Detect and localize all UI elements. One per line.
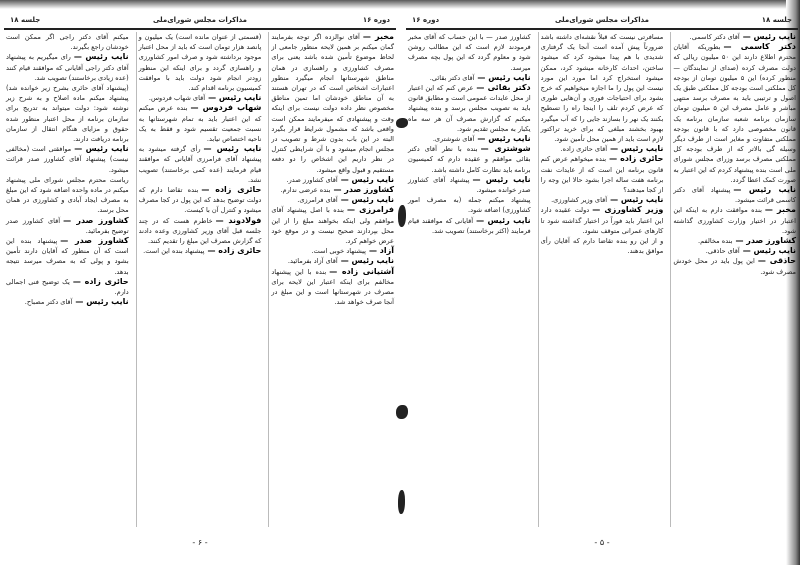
paragraph [408, 32, 531, 73]
paragraph-text: آقای شوشتری. [432, 135, 475, 144]
speaker-name: آزاد — [369, 246, 394, 256]
speaker-name: مخبر — [362, 32, 395, 41]
paragraph-text: (پیشنهاد آقای حائری بشرح زیر خوانده شد) پیشنهاد میکنم ماده اصلاح و به شرح زیر نوشته شود: دولت میتواند به تدریج برای سازمان برنامه از محل اعتبار منظور شده حقوق و مزایای هنگام انتقال از سازمان برنامه دریافت دارند. [5, 84, 129, 144]
speaker-name: نایب رئیس — [340, 195, 394, 205]
speaker-name: دکتر بقائی — [476, 83, 531, 93]
paragraph [139, 93, 262, 103]
speaker-name: نایب رئیس — [477, 134, 531, 144]
paragraph [408, 216, 531, 236]
paragraph-text: آقای آزاد بفرمائید. [287, 257, 338, 266]
speaker-name: نایب رئیس — [74, 144, 129, 154]
paragraph-text: دولت عقیده دارد این اعتبار باید فوراً در اختیار گذاشته شود تا کارهای عمرانی متوقف نشود. [540, 206, 664, 235]
paragraph-text: (قسمتی از عنوان مانده است) یک میلیون و پانصد هزار تومان است که باید از محل اعتبار موجود برداشته شود و صرف امور کشاورزی و راهسازی گردد و برای اینکه این منظور زودتر انجام شود دولت باید با موافقت کمیسیون برنامه اقدام کند. [138, 33, 262, 93]
paragraph-text: بنده تقاضا دارم که دولت توضیح بدهد که این پول در کجا مصرف میشود و کنترل آن با کیست. [138, 186, 262, 215]
gutter-ornament [396, 405, 408, 419]
paragraph-text: یک توضیح فنی اجمالی دارم. [5, 277, 129, 297]
paragraph [408, 83, 531, 134]
paragraph [6, 236, 129, 277]
speaker-name: حاذقی — [757, 256, 796, 266]
paragraph-text: این پول باید در محل خودش مصرف شود. [673, 257, 796, 276]
paragraph-text: پیشنهاد بنده این است. [143, 247, 205, 256]
paragraph [673, 32, 796, 42]
speaker-name: نایب رئیس — [208, 93, 262, 103]
paragraph-text: خاطرم هست که در چند جلسه قبل آقای وزیر کشاورزی وعده دادند که گزارش مصرف این مبلغ را تقدیم کنند. [138, 216, 262, 246]
paragraph-text: عرض کنم که این اعتبار از محل عایدات عمومی است و مطابق قانون باید به تصویب مجلس برسد و بنده پیشنهاد میکنم که گزارش مصرف آن هر سه ماه یکبار به مجلس تقدیم شود. [407, 84, 531, 133]
header-left: دوره ۱۶ [412, 16, 440, 24]
paragraph [6, 216, 129, 236]
paragraph [6, 52, 129, 83]
paragraph [541, 154, 664, 195]
paragraph-text: ریاست محترم مجلس شورای ملی پیشنهاد میکنم در ماده واحده اضافه شود که این مبلغ به مصرف ایجاد آبادی و کشاورزی در همان محل برسد. [5, 175, 129, 215]
text-columns [4, 32, 396, 527]
speaker-name: نایب رئیس — [340, 174, 394, 184]
paragraph [673, 185, 796, 205]
speaker-name: نایب رئیس — [742, 246, 796, 256]
speaker-name: حائری زاده — [72, 276, 129, 286]
paragraph [271, 175, 394, 185]
page-number: - ۵ - [594, 538, 610, 547]
gutter-ornament [398, 205, 406, 227]
paragraph [139, 32, 262, 93]
paragraph-text: آقایانی که موافقند قیام فرمایند (اکثر برخاستند) تصویب شد. [407, 216, 531, 235]
page-header [4, 12, 396, 30]
paragraph-text: میکنم آقای دکتر راجی اگر ممکن است خودشان راجع بگیرند. [5, 33, 129, 52]
paragraph [6, 277, 129, 297]
speaker-name: کشاورز صدر — [735, 236, 796, 246]
paragraph [541, 144, 664, 154]
speaker-name: نایب رئیس — [75, 297, 129, 307]
paragraph [408, 175, 531, 195]
header-left: جلسه ۱۸ [10, 16, 41, 24]
paragraph-text: آقای حائری زاده. [560, 145, 608, 154]
speaker-name: کشاورز صدر — [63, 215, 129, 225]
paragraph [673, 42, 796, 185]
paragraph [271, 185, 394, 195]
speaker-name: مخبر — [764, 205, 796, 215]
text-column [406, 32, 533, 527]
paragraph [541, 205, 664, 236]
paragraph-text: آقای وزیر کشاورزی. [551, 196, 608, 205]
paragraph [408, 195, 531, 215]
paragraph-text: بنده میخواهم عرض کنم قانون برنامه این است که از عایدات نفت برنامه هفت ساله اجرا بشود حالا این وجه را از کجا میدهند؟ [540, 155, 664, 195]
paragraph-text: رای میگیریم به پیشنهاد آقای دکتر راجی آقایانی که موافقند قیام کنند (عده زیادی برخاستند) تصویب شد. [5, 53, 129, 82]
speaker-name: کشاورز صدر — [60, 236, 129, 246]
gutter-ornament [396, 118, 408, 128]
paragraph-text: آقای دکتر بقائی. [429, 73, 475, 82]
paragraph-text: و از این رو بنده تقاضا دارم که آقایان رأی موافق بدهند. [540, 237, 664, 256]
paragraph [541, 32, 664, 144]
paragraph [673, 256, 796, 276]
paragraph [271, 256, 394, 266]
text-column [670, 32, 798, 527]
paragraph-text: آقای کشاورز صدر توضیح بفرمائید. [5, 216, 129, 235]
paragraph [673, 236, 796, 246]
paragraph [673, 246, 796, 256]
paragraph-text: موافقتی است (مخالفی نیست) پیشنهاد آقای کشاورز صدر قرائت میشود. [5, 145, 129, 174]
text-column [136, 32, 264, 527]
text-columns [406, 32, 798, 527]
paragraph-text: بنده با این پیشنهاد مخالفم برای اینکه اعتبار این لایحه برای مصرف در شهرستانها است و این مبلغ در آنجا صرف خواهد شد. [271, 267, 394, 307]
page-left [4, 12, 396, 557]
paragraph-text: آقای نوالزده اگر توجه بفرمایند گمان میکنم بر همین لایحه منظور جامعی از لحاظ موضوع تأمین شده باشد یعنی برای مصرف کشاورزی و راهسازی در همان مناطق شهرستانها انجام میگیرد منظور اعتبارات اشخاص است که در تهران هستند به آن مناطق خودشان اما تمین مناطق مخصوص نظر داده دولت نیست برای اینکه وقت و پیشنهادی که میفرمایند ممکن است واقعی باشد که مشمول شرایط قرار بگیرد البته در این باب بدون شرط و تصویب در مجلس انجام میشود و با آن شرایطی کنترل در نظر داریم این اشخاص را دو دفعه مستقیم و قبول واقع میشود. [271, 33, 394, 174]
text-column [4, 32, 131, 527]
speaker-name: حائری زاده — [201, 185, 262, 195]
paragraph-text: پیشنهاد بنده این است که آن منظور که آقایان دارند تأمین بشود و پولی که به مصرف میرسد نتیجه بدهد. [5, 237, 129, 276]
paragraph-text: بنده مخالفم. [698, 237, 733, 246]
paragraph-text: آقای دکتر مصباح. [24, 298, 73, 307]
paragraph-text: کشاورز صدر — با این حساب که آقای مخبر فرمودند لازم است که این مطالب روشن شود و معلوم گردد که این پول بچه مصرف میرسد. [407, 33, 531, 72]
binding-gutter [396, 0, 408, 565]
paragraph [139, 144, 262, 185]
paragraph-text: بنده با اصل پیشنهاد آقای موافقم ولی اینکه بخواهند مبلغ را از این محل بپردازند صحیح نیست و در موقع خود عرض خواهم کرد. [271, 206, 394, 246]
paragraph [6, 83, 129, 144]
speaker-name: حائری زاده — [207, 246, 262, 256]
paragraph-text: بنده با نظر آقای دکتر بقائی موافقم و عقیده دارم که کمیسیون برنامه باید نظارت کامل داشته باشد. [407, 145, 531, 174]
page-number: - ۶ - [192, 538, 208, 547]
speaker-name: فولادوند — [215, 215, 262, 225]
header-title: مذاکرات مجلس شورای‌ملی [554, 16, 650, 24]
paragraph [139, 216, 262, 247]
paragraph [271, 267, 394, 308]
header-title: مذاکرات مجلس شورای‌ملی [152, 16, 248, 24]
gutter-ornament [398, 490, 405, 514]
paragraph [271, 205, 394, 246]
paragraph [408, 134, 531, 144]
speaker-name: حائری زاده — [609, 154, 664, 164]
paragraph-text: پیشنهاد خوبی است. [311, 247, 367, 256]
speaker-name: نایب رئیس — [610, 195, 664, 205]
text-column [268, 32, 396, 527]
paragraph-text: بطوریکه آقایان محترم اطلاع دارند این ۵۰ میلیون ریالی که دولت مصرف کرده (صدای از نمایندگان — منظور کرده) این ۵ میلیون تومان از بودجه کل مملکتی است بودجه کل مملکتی طبق یک اصول و ترتیبی باید به مصرف برسد منتهی مباشر و عامل مصرف این ۵ میلیون تومان سازمان برنامه شعبه سازمان برنامه یک قانون مخصوصی دارد که با قانون بودجه مملکتی متفاوت و مغایر است از طرف دیگر وسیله گی بالاتر که از طرف بودجه کل مملکتی مصرف برسد وزرای مجلس شورای ملی است بنده پیشنهاد کردم که این اعتبار به صورت کمک اعطا گردد. [673, 43, 796, 184]
paragraph [6, 144, 129, 175]
paragraph [139, 185, 262, 216]
speaker-name: نایب رئیس — [733, 185, 797, 195]
speaker-name: نایب رئیس — [73, 52, 129, 62]
speaker-name: وزیر کشاورزی — [592, 205, 664, 215]
page-right [406, 12, 798, 557]
paragraph [6, 297, 129, 307]
paragraph-text: آقای کشاورز صدر. [286, 175, 338, 184]
paragraph [408, 144, 531, 175]
speaker-name: نایب رئیس — [476, 215, 531, 225]
speaker-name: نایب رئیس — [203, 144, 262, 154]
paragraph [6, 32, 129, 52]
paragraph [541, 195, 664, 205]
paragraph-text: آقای فرامرزی. [297, 196, 338, 205]
speaker-name: نایب رئیس — [610, 144, 664, 154]
speaker-name: شهاب فردوس — [190, 103, 262, 113]
speaker-name: نایب رئیس — [340, 256, 394, 266]
paragraph [408, 73, 531, 83]
header-right: دوره ۱۶ [362, 16, 390, 24]
paragraph [271, 195, 394, 205]
speaker-name: فرامرزی — [347, 205, 395, 215]
paragraph-text: مسافرتی نیست که قبلاً نقشه‌ای داشته باشد ضرورتاً پیش آمده است آنجا یک گرفتاری شدیدی با هم پیدا میشود کرد که میشود ساختن، احداث کارخانه میشود کرد، ممکن میشود استخراج کرد اما مورد این مورد نیست این پول را ما اجازه میخواهیم که خرج بشود برای احتیاجات فوری و آن‌هایی طوری که عرض کردم تلف را اینجا راه را تسطیح بکنند یک نهر را بسازند جایی را که آب میگیرد بهبود بخشند مبلغی که برای خرید تراکتور لازم است باید از همین محل تأمین شود. [540, 33, 664, 144]
speaker-name: دکتر کاسمی — [723, 42, 796, 52]
speaker-name: کشاورز صدر — [333, 185, 394, 195]
paragraph [271, 32, 394, 175]
paragraph-text: آقای دکتر کاسمی. [689, 33, 740, 41]
paragraph [673, 205, 796, 236]
paragraph [139, 246, 262, 256]
page-header [406, 12, 798, 30]
paragraph [139, 103, 262, 144]
paragraph-text: رأی گرفته میشود به پیشنهاد آقای فرامرزی آقایانی که موافقند قیام فرمایند (عده کمی برخاستند) تصویب نشد. [138, 145, 262, 184]
speaker-name: نایب رئیس — [472, 174, 531, 184]
paragraph-text: پیشنهاد آقای کشاورز صدر خوانده میشود. [407, 175, 531, 195]
paragraph [541, 236, 664, 256]
paragraph [6, 175, 129, 216]
text-column [538, 32, 666, 527]
speaker-name: آشتیانی زاده — [329, 266, 394, 276]
paragraph-text: آقای حاذقی. [705, 247, 740, 256]
paragraph-text: پیشنهاد میکنم جمله (به مصرف امور کشاورزی) اضافه شود. [407, 196, 531, 215]
paragraph-text: آقای شهاب فردوس. [148, 94, 206, 103]
speaker-name: شوشتری — [480, 144, 531, 154]
speaker-name: نایب رئیس — [477, 72, 531, 82]
paragraph-text: بنده موافقت دارم به اینکه این اعتبار در اختیار وزارت کشاورزی گذاشته شود. [673, 206, 796, 235]
paragraph-text: پیشنهاد آقای دکتر کاسمی قرائت میشود. [673, 186, 796, 205]
speaker-name: نایب رئیس — [742, 32, 796, 41]
paragraph-text: بنده عرض میکنم که این اعتبار باید به تمام شهرستانها به نسبت جمعیت تقسیم شود و فقط به یک ناحیه اختصاص نیابد. [138, 104, 262, 144]
paragraph [271, 246, 394, 256]
header-right: جلسه ۱۸ [761, 16, 792, 24]
paragraph-text: بنده عرضی ندارم. [280, 186, 331, 195]
